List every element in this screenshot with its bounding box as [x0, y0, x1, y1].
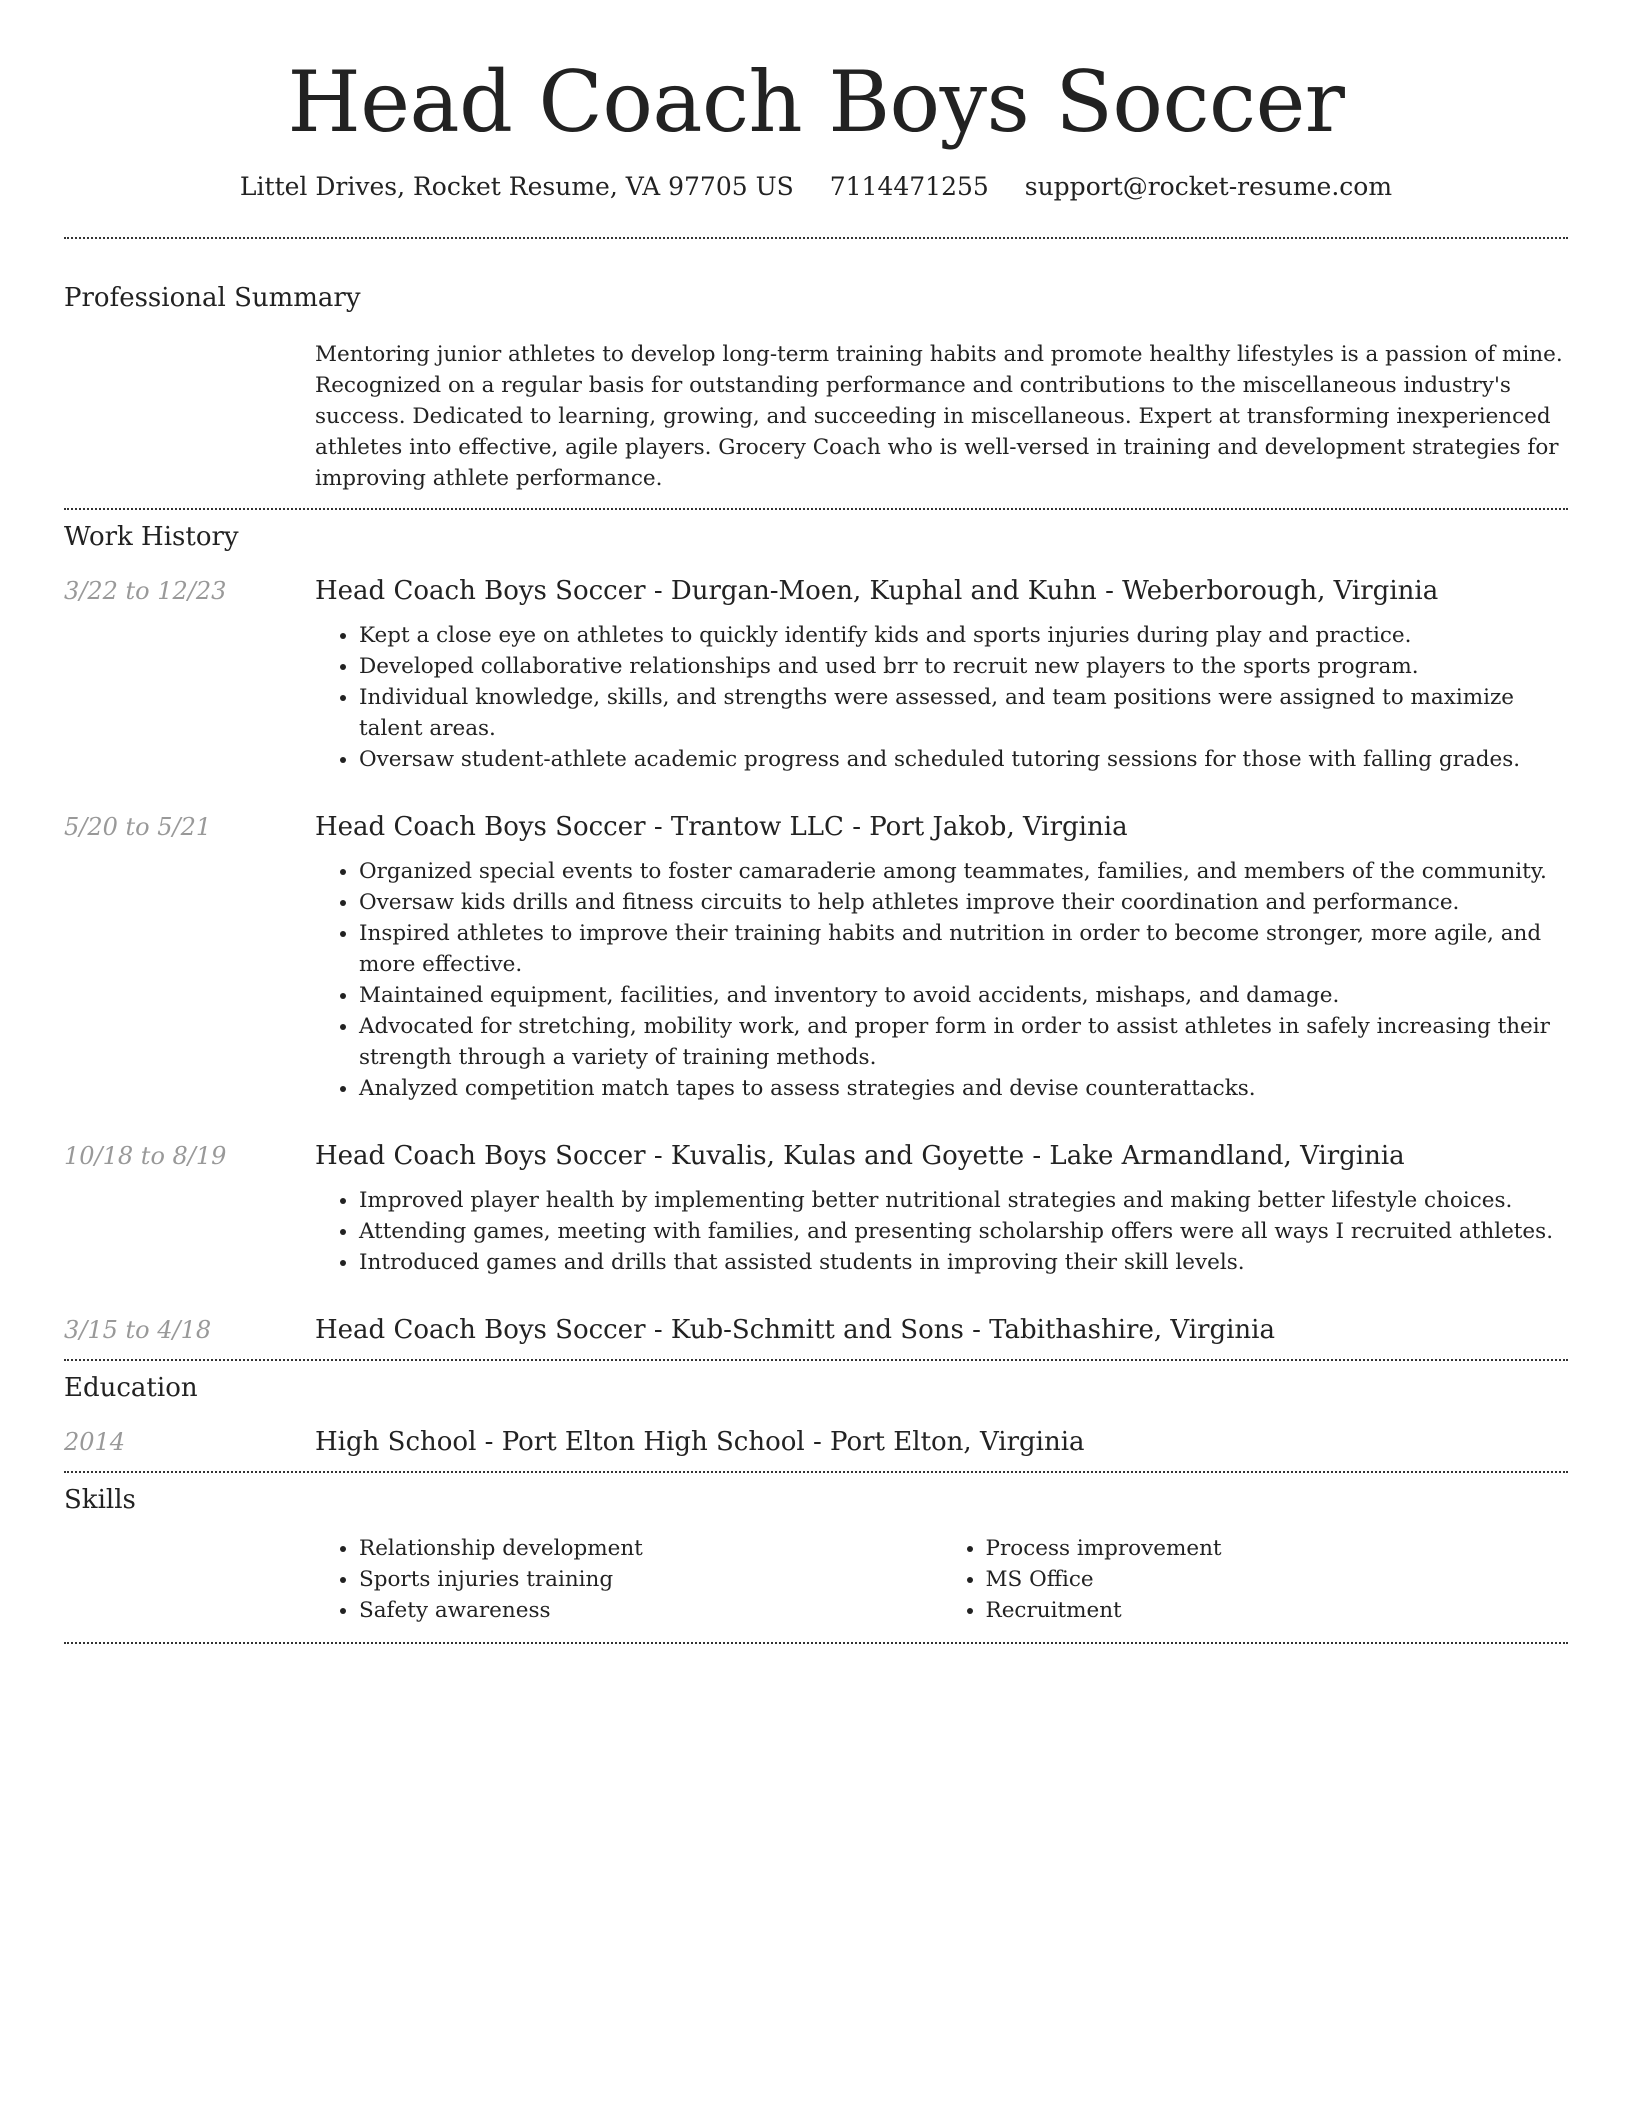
list-item: • Advocated for stretching, mobility work, and proper form in order to assist athletes in safely increasing their strength through a variety of training methods.	[359, 1011, 1568, 1073]
divider	[64, 1359, 1568, 1361]
job-entry	[64, 574, 1568, 775]
skills-row	[64, 1533, 1568, 1626]
list-item: • Maintained equipment, facilities, and inventory to avoid accidents, mishaps, and damage.	[359, 980, 1568, 1011]
summary-row	[64, 339, 1568, 494]
divider	[64, 1471, 1568, 1473]
list-item: • Analyzed competition match tapes to assess strategies and devise counterattacks.	[359, 1073, 1568, 1104]
list-item: • Relationship development	[359, 1533, 942, 1564]
education-year: 2014	[64, 1428, 126, 1456]
list-item: • Inspired athletes to improve their training habits and nutrition in order to become stronger, more agile, and more effective.	[359, 918, 1568, 980]
section-title-work: Work History	[64, 522, 239, 552]
job-bullets	[315, 856, 1568, 1104]
list-item: • Individual knowledge, skills, and strengths were assessed, and team positions were assigned to maximize talent areas.	[359, 682, 1568, 744]
skills-grid	[315, 1533, 1568, 1626]
job-entry	[64, 1139, 1568, 1278]
list-item: • Sports injuries training	[359, 1564, 942, 1595]
list-item: • Process improvement	[986, 1533, 1569, 1564]
job-dates: 3/22 to 12/23	[64, 577, 227, 605]
job-bullets	[315, 1185, 1568, 1278]
resume-page	[64, 0, 1568, 1644]
job-entry	[64, 810, 1568, 1104]
job-dates: 5/20 to 5/21	[64, 813, 212, 841]
list-item: • Recruitment	[986, 1595, 1569, 1626]
list-item: • Safety awareness	[359, 1595, 942, 1626]
education-entry	[64, 1425, 1568, 1459]
job-entry	[64, 1313, 1568, 1347]
divider	[64, 1642, 1568, 1644]
candidate-name: Head Coach Boys Soccer	[287, 53, 1345, 151]
list-item: • Improved player health by implementing better nutritional strategies and making better lifestyle choices.	[359, 1185, 1568, 1216]
job-title: Head Coach Boys Soccer - Kuvalis, Kulas and Goyette - Lake Armandland, Virginia	[315, 1141, 1405, 1171]
list-item: • Developed collaborative relationships and used brr to recruit new players to the sports program.	[359, 651, 1568, 682]
skills-spacer	[64, 1533, 315, 1626]
summary-text: Mentoring junior athletes to develop long-term training habits and promote healthy lifestyles is a passion of mine. Recognized on a regular basis for outstanding performance and contributions to the miscellaneous industry's success. Dedicated to learning, growing, and succeeding in miscellaneous. Expert at transforming inexperienced athletes into effective, agile players. Grocery Coach who is well-versed in training and development strategies for improving athlete performance.	[315, 342, 1563, 491]
job-dates: 10/18 to 8/19	[64, 1142, 227, 1170]
contact-email: support@rocket-resume.com	[1024, 172, 1393, 201]
job-title: Head Coach Boys Soccer - Kub-Schmitt and Sons - Tabithashire, Virginia	[315, 1315, 1275, 1345]
list-item: • Kept a close eye on athletes to quickly identify kids and sports injuries during play and practice.	[359, 620, 1568, 651]
contact-phone: 7114471255	[829, 172, 989, 201]
list-item: • Introduced games and drills that assisted students in improving their skill levels.	[359, 1247, 1568, 1278]
divider	[64, 508, 1568, 510]
contact-address: Littel Drives, Rocket Resume, VA 97705 US	[239, 172, 794, 201]
job-title: Head Coach Boys Soccer - Durgan-Moen, Kuphal and Kuhn - Weberborough, Virginia	[315, 576, 1439, 606]
section-title-skills: Skills	[64, 1485, 136, 1515]
list-item: • Attending games, meeting with families, and presenting scholarship offers were all ways I recruited athletes.	[359, 1216, 1568, 1247]
skills-list-left	[315, 1533, 942, 1626]
education-title: High School - Port Elton High School - Port Elton, Virginia	[315, 1427, 1085, 1457]
job-title: Head Coach Boys Soccer - Trantow LLC - Port Jakob, Virginia	[315, 812, 1128, 842]
summary-spacer	[64, 339, 315, 494]
skills-list-right	[942, 1533, 1569, 1626]
job-dates: 3/15 to 4/18	[64, 1316, 212, 1344]
section-title-summary: Professional Summary	[64, 283, 361, 313]
list-item: • Oversaw student-athlete academic progress and scheduled tutoring sessions for those with falling grades.	[359, 744, 1568, 775]
list-item: • MS Office	[986, 1564, 1569, 1595]
list-item: • Organized special events to foster camaraderie among teammates, families, and members of the community.	[359, 856, 1568, 887]
section-title-education: Education	[64, 1373, 198, 1403]
divider	[64, 237, 1568, 239]
list-item: • Oversaw kids drills and fitness circuits to help athletes improve their coordination and performance.	[359, 887, 1568, 918]
contact-line	[64, 172, 1568, 201]
job-bullets	[315, 620, 1568, 775]
